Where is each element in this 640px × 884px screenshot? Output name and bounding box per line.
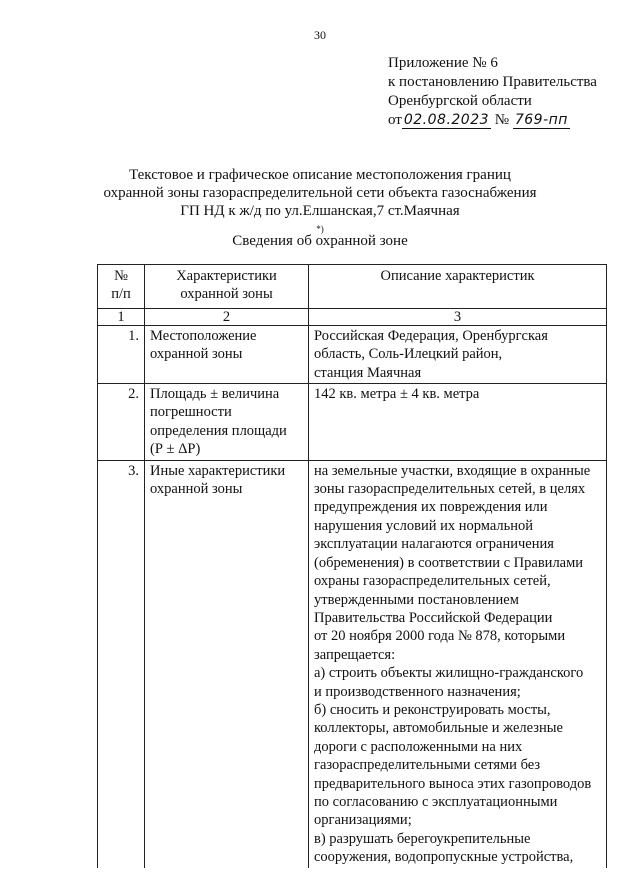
date-prefix: от bbox=[388, 112, 402, 128]
desc-line: эксплуатации налагаются ограничения bbox=[314, 536, 554, 553]
desc-line: коллекторы, автомобильные и железные bbox=[314, 720, 563, 737]
title-line-1: Текстовое и графическое описание местоположения границ bbox=[129, 167, 511, 183]
desc-line: зоны газораспределительных сетей, в целях bbox=[314, 481, 586, 498]
row-2-description bbox=[309, 384, 607, 461]
table-header-row bbox=[98, 265, 607, 309]
title-line-2: охранной зоны газораспределительной сети объекта газоснабжения bbox=[103, 185, 537, 201]
desc-line: 142 кв. метра ± 4 кв. метра bbox=[314, 386, 480, 403]
annex-line-3: Оренбургской области bbox=[388, 93, 532, 109]
page-number: 30 bbox=[314, 28, 326, 42]
row-3-description bbox=[309, 460, 607, 867]
table-row bbox=[98, 384, 607, 461]
desc-line: охраны газораспределительных сетей, bbox=[314, 573, 551, 590]
header-char-line-1: Характеристики bbox=[176, 268, 277, 284]
desc-line: станция Маячная bbox=[314, 364, 422, 381]
row-2-characteristic: Площадь ± величина погрешности определения площади (Р ± ΔР) bbox=[145, 384, 309, 461]
col-number-2: 2 bbox=[145, 308, 309, 325]
desc-line: предварительного выноса этих газопроводов bbox=[314, 775, 592, 792]
header-num-line-2: п/п bbox=[111, 286, 131, 303]
desc-line: утвержденными постановлением bbox=[314, 591, 519, 608]
header-num bbox=[98, 265, 145, 309]
desc-line: область, Соль-Илецкий район, bbox=[314, 346, 503, 363]
col-number-3: 3 bbox=[309, 308, 607, 325]
desc-line: в) разрушать берегоукрепительные bbox=[314, 830, 531, 847]
footnote-mark: *) bbox=[316, 224, 324, 234]
desc-line: (обременения) в соответствии с Правилами bbox=[314, 554, 584, 571]
header-char-line-2: охранной зоны bbox=[180, 286, 273, 303]
table-row bbox=[98, 325, 607, 383]
row-3-characteristic: Иные характеристики охранной зоны bbox=[145, 460, 309, 867]
title-line-3-text: ГП НД к ж/д по ул.Елшанская,7 ст.Маячная bbox=[180, 203, 460, 219]
row-1-characteristic: Местоположение охранной зоны bbox=[145, 325, 309, 383]
document-title bbox=[0, 166, 640, 243]
header-characteristics bbox=[145, 265, 309, 309]
desc-line: на земельные участки, входящие в охранные bbox=[314, 462, 591, 479]
desc-line: запрещается: bbox=[314, 646, 396, 663]
number-prefix: № bbox=[494, 112, 510, 128]
row-3-num: 3. bbox=[98, 460, 145, 867]
row-1-description bbox=[309, 325, 607, 383]
desc-line: Правительства Российской Федерации bbox=[314, 609, 553, 626]
row-1-num: 1. bbox=[98, 325, 145, 383]
column-number-row bbox=[98, 308, 607, 325]
annex-header bbox=[388, 54, 597, 130]
desc-line: сооружения, водопропускные устройства, bbox=[314, 849, 574, 866]
desc-line: газораспределительными сетями без bbox=[314, 757, 541, 774]
col-number-1: 1 bbox=[98, 308, 145, 325]
annex-line-1: Приложение № 6 bbox=[388, 55, 498, 71]
header-num-line-1: № bbox=[114, 268, 128, 284]
desc-line: предупреждения их повреждения или bbox=[314, 499, 548, 516]
desc-line: нарушения условий их нормальной bbox=[314, 517, 534, 534]
header-description: Описание характеристик bbox=[309, 265, 607, 309]
desc-line: б) сносить и реконструировать мосты, bbox=[314, 701, 551, 718]
desc-line: а) строить объекты жилищно-гражданского bbox=[314, 665, 584, 682]
section-subtitle: Сведения об охранной зоне bbox=[232, 233, 408, 249]
table-row bbox=[98, 460, 607, 867]
annex-date-line bbox=[388, 111, 597, 130]
annex-line-2: к постановлению Правительства bbox=[388, 74, 597, 90]
desc-line: Российская Федерация, Оренбургская bbox=[314, 327, 548, 344]
desc-line: дороги с расположенными на них bbox=[314, 738, 523, 755]
protection-zone-table bbox=[97, 264, 607, 868]
desc-line: организациями; bbox=[314, 812, 412, 829]
handwritten-date: 02.08.2023 bbox=[403, 112, 490, 128]
desc-line: и производственного назначения; bbox=[314, 683, 521, 700]
handwritten-number: 769-пп bbox=[514, 112, 568, 128]
desc-line: от 20 ноября 2000 года № 878, которыми bbox=[314, 628, 566, 645]
desc-line: по согласованию с эксплуатационными bbox=[314, 793, 558, 810]
row-2-num: 2. bbox=[98, 384, 145, 461]
